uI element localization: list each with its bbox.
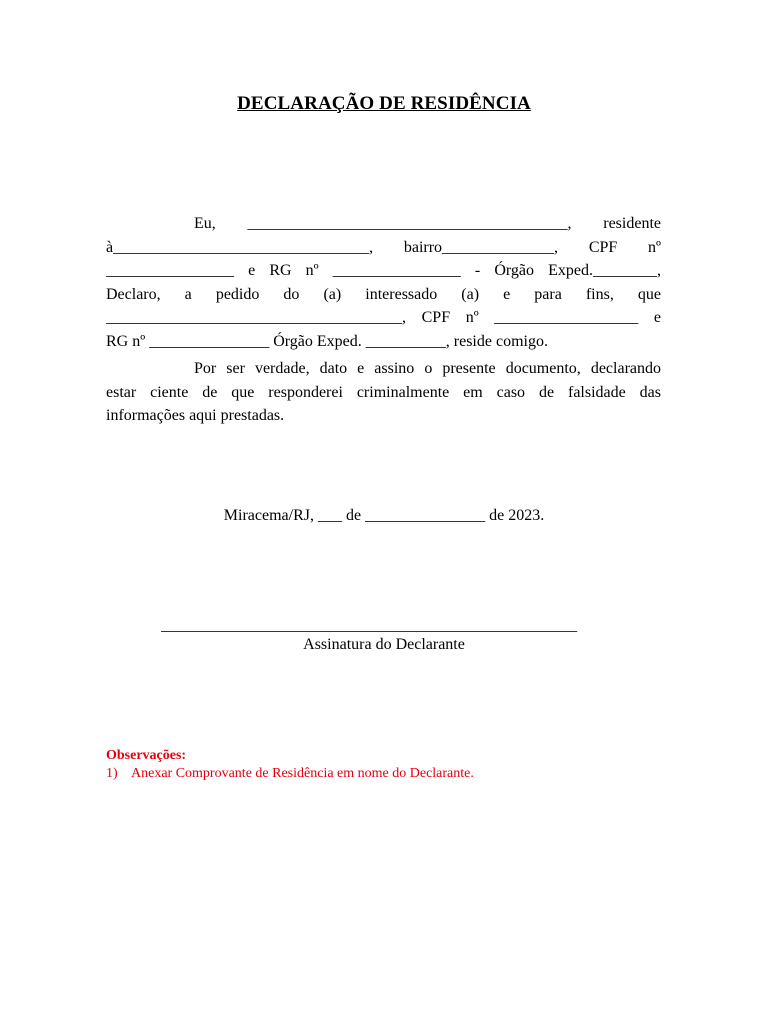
paragraph-line: informações aqui prestadas. [106, 407, 285, 424]
paragraph-line: Declaro, a pedido do (a) interessado (a) e para fins, que [106, 285, 661, 303]
place-date-line: Miracema/RJ, ___ de _______________ de 2023. [223, 507, 545, 524]
declaration-paragraph [106, 212, 661, 353]
signature-label: Assinatura do Declarante [303, 636, 465, 653]
paragraph-line: RG nº _______________ Órgão Exped. __________, reside comigo. [106, 332, 548, 350]
signature-line: ____________________________________________________ [161, 617, 577, 634]
observations-title: Observações: [106, 748, 187, 763]
paragraph-line: ________________ e RG nº ________________ - Órgão Exped.________, [106, 262, 661, 279]
truth-statement-paragraph [106, 357, 661, 428]
paragraph-line: estar ciente de que responderei criminalmente em caso de falsidade das [106, 383, 661, 401]
paragraph-line: Por ser verdade, dato e assino o presente documento, declarando [194, 360, 661, 377]
observation-item [106, 766, 474, 782]
observation-text: Anexar Comprovante de Residência em nome do Declarante. [131, 766, 474, 781]
paragraph-line: à________________________________, bairro______________, CPF nº [106, 238, 661, 256]
observation-number: 1) [106, 766, 118, 781]
paragraph-line: _____________________________________, CPF nº __________________ e [106, 309, 661, 326]
paragraph-line: Eu, ________________________________________, residente [194, 215, 661, 232]
document-title: DECLARAÇÃO DE RESIDÊNCIA [237, 93, 531, 114]
